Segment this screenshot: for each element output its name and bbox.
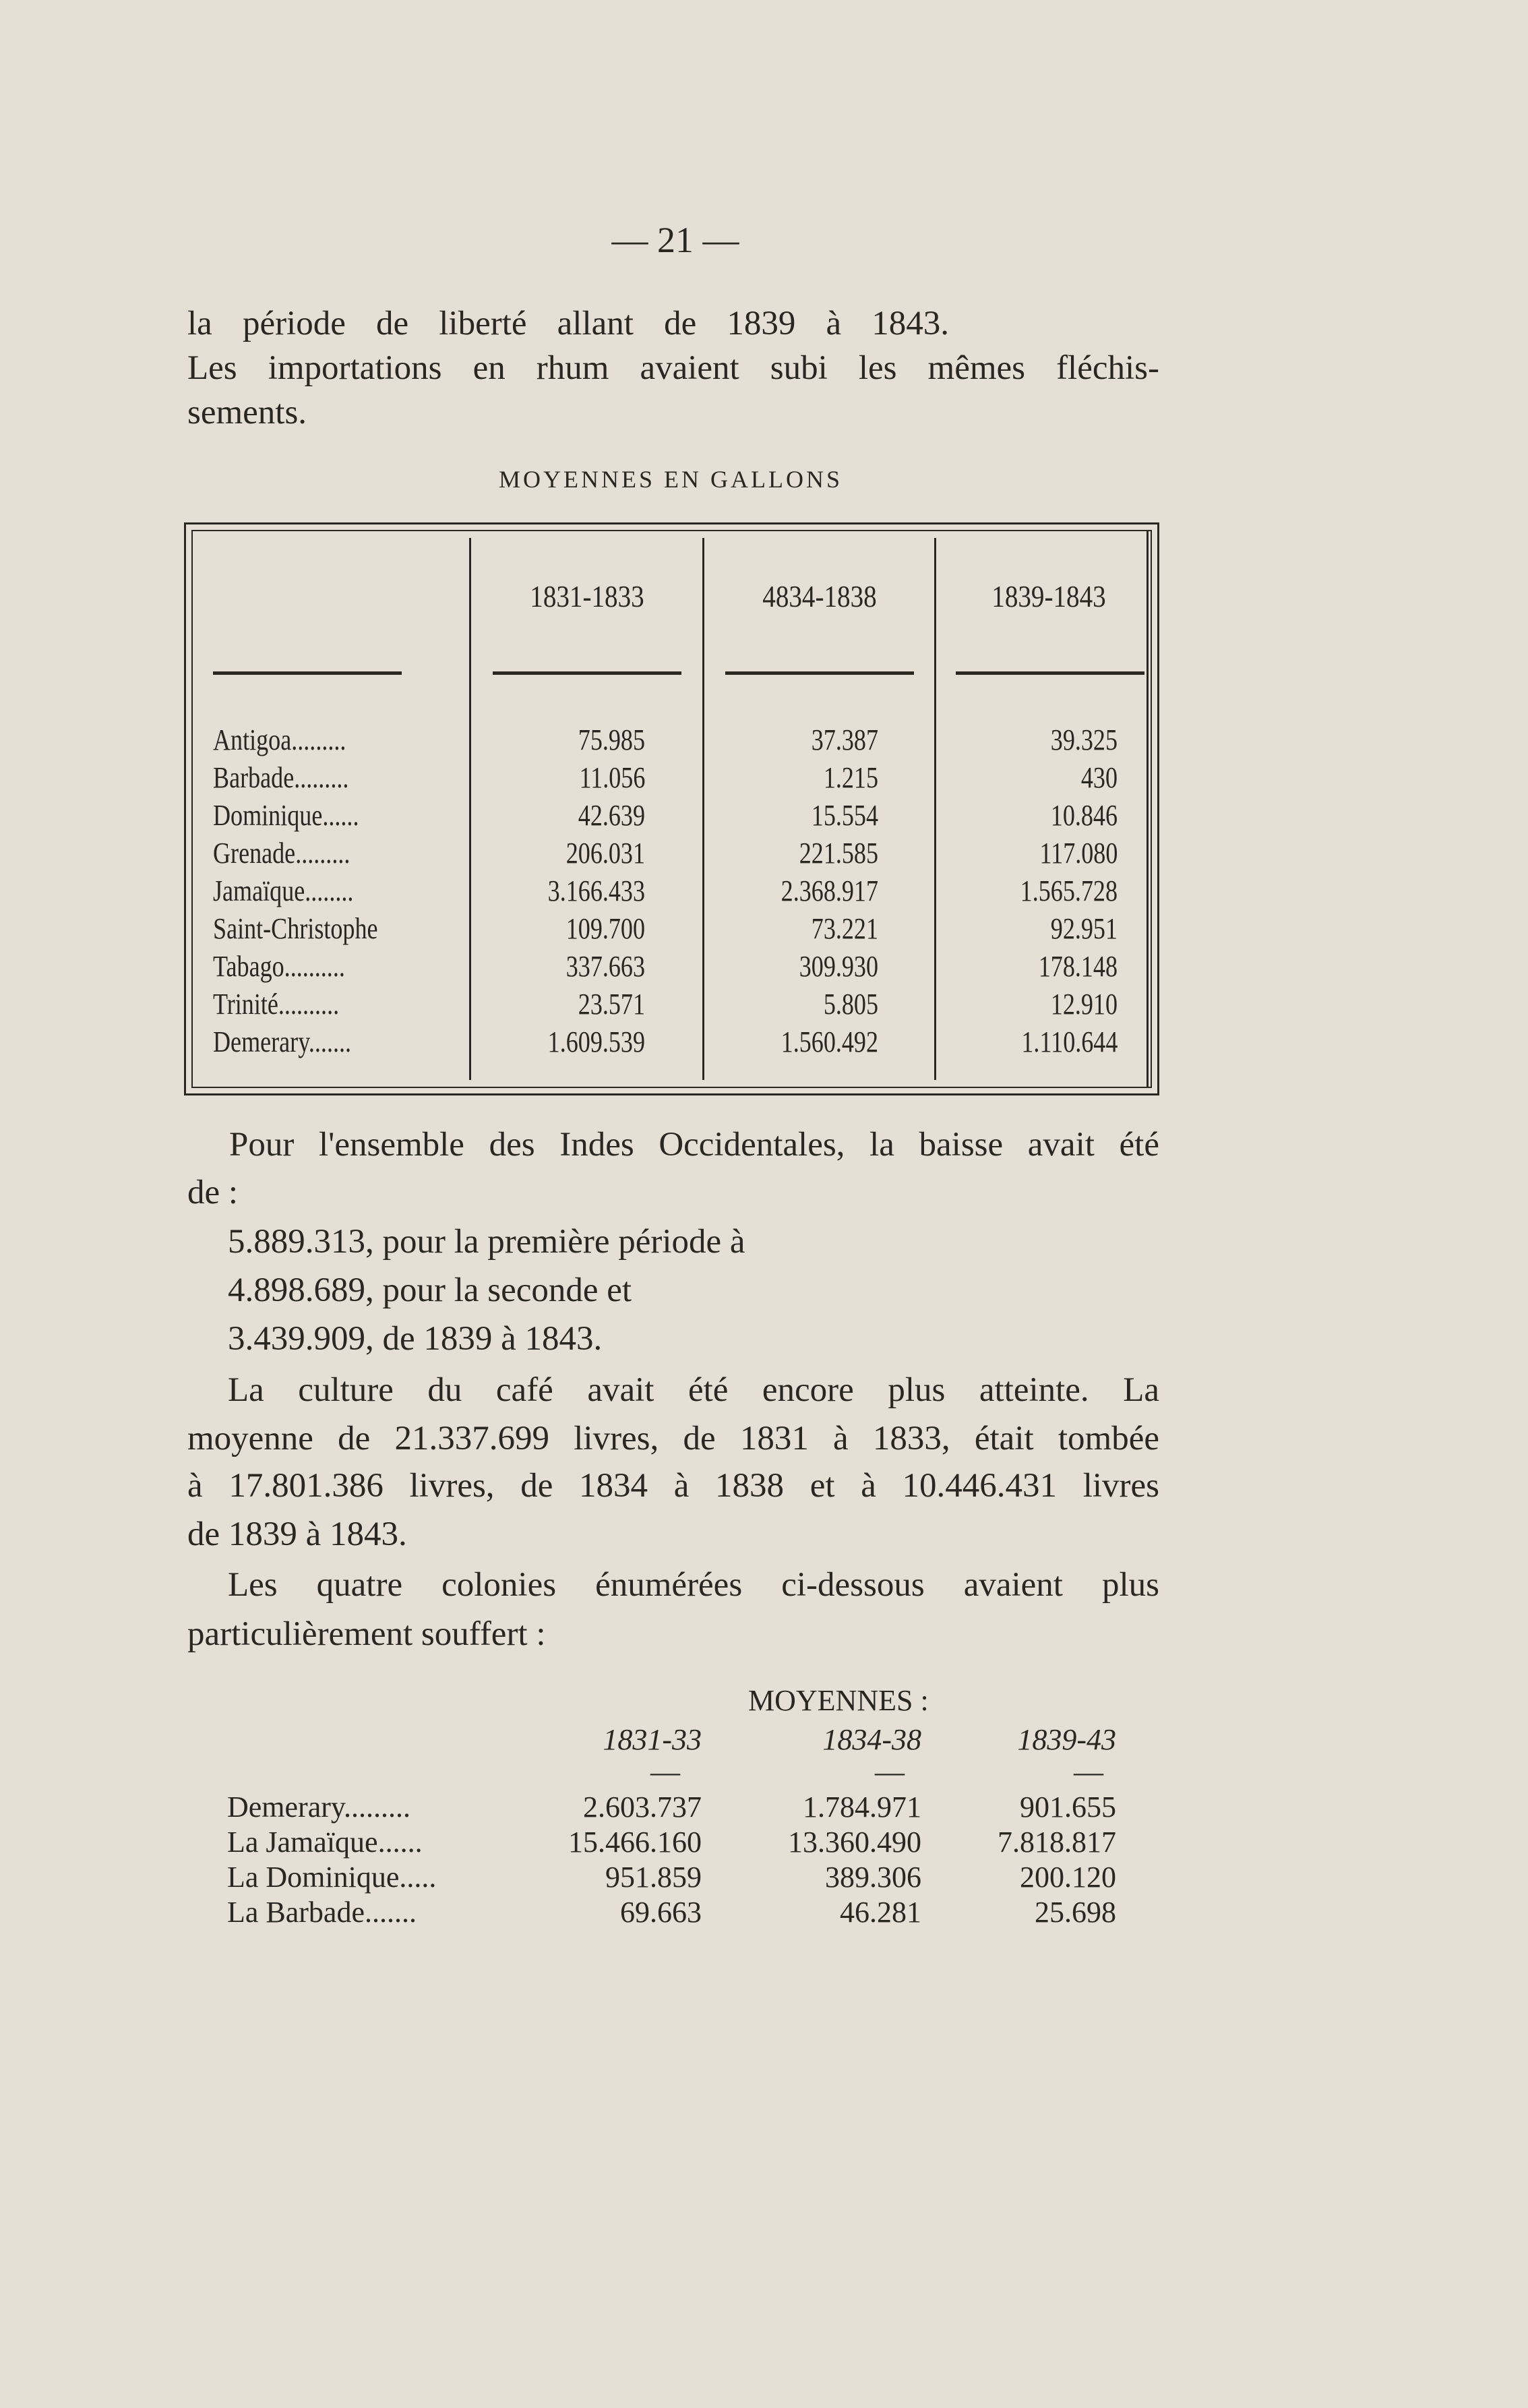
table-row — [186, 835, 1157, 872]
cell-value: 430 — [1080, 761, 1118, 794]
row-label: La Barbade....... — [227, 1896, 417, 1929]
column-header: 1839-1843 — [991, 579, 1106, 613]
cell-value: 1.560.492 — [781, 1025, 878, 1058]
rum-imports-table — [184, 522, 1159, 1095]
table-row — [186, 759, 1157, 797]
text-line: moyenne de 21.337.699 livres, de 1831 à 1833, était tombée — [187, 1420, 1159, 1457]
cell-value: 309.930 — [799, 950, 878, 983]
column-header: 4834-1838 — [762, 579, 877, 613]
text-line: de 1839 à 1843. — [187, 1515, 407, 1553]
text-line: à 17.801.386 livres, de 1834 à 1838 et à 10.446.431 livres — [187, 1467, 1159, 1505]
table-row — [186, 948, 1157, 986]
text-line: particulièrement souffert : — [187, 1615, 546, 1653]
text-line: la période de liberté allant de 1839 à 1843. — [187, 305, 949, 342]
cell-value: 200.120 — [1020, 1861, 1116, 1894]
cell-value: 39.325 — [1050, 723, 1118, 756]
cell-value: 13.360.490 — [788, 1826, 921, 1859]
cell-value: 206.031 — [566, 837, 645, 870]
column-header: 1831-1833 — [530, 579, 644, 613]
cell-value: 178.148 — [1038, 950, 1118, 983]
row-label: Jamaïque........ — [213, 874, 354, 907]
cell-value: 12.910 — [1050, 988, 1118, 1021]
cell-value: 15.466.160 — [568, 1826, 702, 1859]
cell-value: 75.985 — [578, 723, 645, 756]
cell-value: 46.281 — [840, 1896, 921, 1929]
text-line: Pour l'ensemble des Indes Occidentales, la baisse avait été — [229, 1126, 1159, 1164]
text-line: 5.889.313, pour la première période à — [228, 1223, 745, 1261]
cell-value: 69.663 — [620, 1896, 702, 1929]
coffee-table — [0, 1723, 1528, 1966]
header-rule — [725, 671, 914, 675]
cell-value: 1.110.644 — [1021, 1025, 1118, 1058]
row-label: Grenade......... — [213, 837, 350, 870]
cell-value: 3.166.433 — [547, 874, 645, 907]
cell-value: 1.784.971 — [803, 1790, 921, 1824]
dash: — — [1074, 1755, 1103, 1788]
cell-value: 73.221 — [811, 912, 878, 945]
row-label: Tabago.......... — [213, 950, 345, 983]
cell-value: 1.565.728 — [1020, 874, 1118, 907]
row-label: Trinité.......... — [213, 988, 340, 1021]
cell-value: 221.585 — [799, 837, 878, 870]
cell-value: 25.698 — [1035, 1896, 1116, 1929]
cell-value: 10.846 — [1050, 799, 1118, 832]
row-label: Demerary......... — [227, 1790, 411, 1824]
text-line: Les importations en rhum avaient subi les mêmes fléchis- — [187, 349, 1159, 387]
header-rule — [956, 671, 1144, 675]
text-line: 3.439.909, de 1839 à 1843. — [228, 1320, 603, 1358]
cell-value: 23.571 — [578, 988, 645, 1021]
row-label: Saint-Christophe — [213, 912, 378, 945]
table-row — [186, 797, 1157, 835]
column-header: 1839-43 — [1017, 1723, 1116, 1756]
column-header: 1831-33 — [603, 1723, 702, 1756]
row-label: La Jamaïque...... — [227, 1826, 423, 1859]
row-label: La Dominique..... — [227, 1861, 437, 1894]
dash: — — [875, 1755, 905, 1788]
table-row — [186, 721, 1157, 759]
text-line: La culture du café avait été encore plus atteinte. La — [228, 1371, 1159, 1409]
cell-value: 117.080 — [1039, 837, 1118, 870]
text-line: 4.898.689, pour la seconde et — [228, 1271, 632, 1309]
cell-value: 901.655 — [1020, 1790, 1116, 1824]
table-row — [186, 986, 1157, 1023]
cell-value: 1.609.539 — [547, 1025, 645, 1058]
cell-value: 389.306 — [825, 1861, 921, 1894]
header-rule — [493, 671, 681, 675]
table-row — [186, 1023, 1157, 1061]
dash: — — [650, 1755, 680, 1788]
row-label: Demerary....... — [213, 1025, 352, 1058]
cell-value: 2.603.737 — [583, 1790, 702, 1824]
cell-value: 11.056 — [579, 761, 645, 794]
row-label: Antigoa......... — [213, 723, 346, 756]
header-rule — [213, 671, 402, 675]
cell-value: 109.700 — [566, 912, 645, 945]
cell-value: 337.663 — [566, 950, 645, 983]
text-line: de : — [187, 1174, 239, 1211]
page-number: — 21 — — [611, 220, 739, 260]
cell-value: 42.639 — [578, 799, 645, 832]
cell-value: 7.818.817 — [998, 1826, 1116, 1859]
cell-value: 5.805 — [823, 988, 878, 1021]
table-row — [186, 872, 1157, 910]
row-label: Barbade......... — [213, 761, 349, 794]
cell-value: 15.554 — [811, 799, 878, 832]
table-title: MOYENNES EN GALLONS — [499, 466, 843, 493]
column-header: 1834-38 — [822, 1723, 921, 1756]
table-row — [186, 910, 1157, 948]
text-line: Les quatre colonies énumérées ci-dessous avaient plus — [228, 1566, 1159, 1604]
cell-value: 2.368.917 — [781, 874, 878, 907]
cell-value: 92.951 — [1050, 912, 1118, 945]
cell-value: 37.387 — [811, 723, 878, 756]
text-line: sements. — [187, 394, 307, 431]
cell-value: 951.859 — [605, 1861, 702, 1894]
cell-value: 1.215 — [823, 761, 878, 794]
row-label: Dominique...... — [213, 799, 359, 832]
table2-title: MOYENNES : — [748, 1684, 929, 1717]
